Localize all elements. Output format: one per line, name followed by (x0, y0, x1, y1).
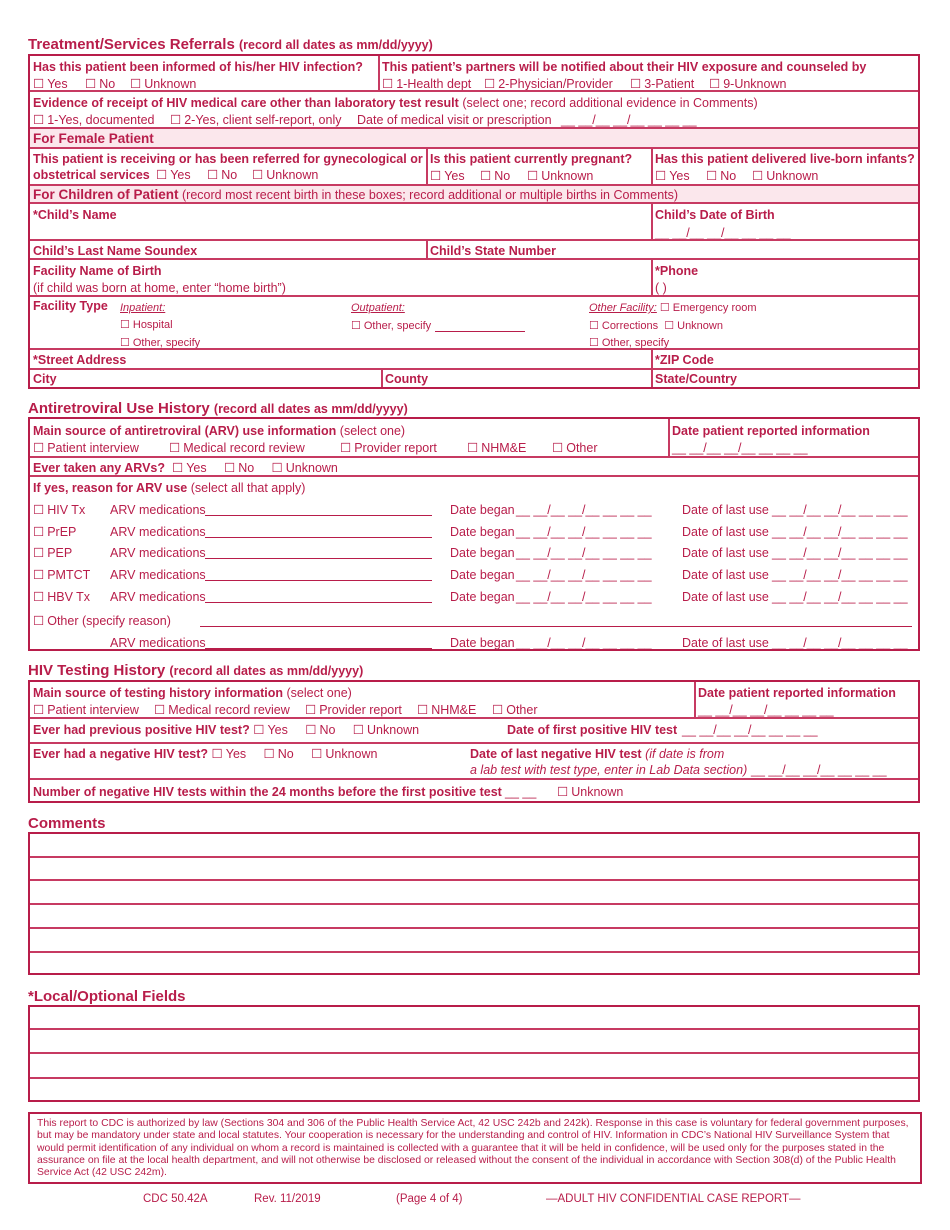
reason-hiv-tx[interactable]: ☐ HIV Tx (33, 503, 85, 518)
county-label: County (385, 372, 429, 386)
arv-source-nhme[interactable]: ☐ NHM&E (467, 441, 526, 456)
evidence-note: (select one; record additional evidence in Comments) (462, 96, 758, 110)
phone-label: *Phone (655, 264, 699, 278)
arv-source-medical-record[interactable]: ☐ Medical record review (169, 441, 305, 456)
facility-other-specify[interactable]: ☐ Other, specify (589, 336, 669, 351)
other-facility-group-2 (589, 319, 723, 334)
arv-source-label-text: Main source of antiretroviral (ARV) use information (33, 424, 337, 438)
delivered-unknown[interactable]: ☐ Unknown (752, 169, 818, 184)
pmtct-last-use-label: Date of last use (682, 568, 769, 582)
delivered-yes[interactable]: ☐ Yes (655, 169, 690, 184)
facility-name-label: Facility Name of Birth (33, 264, 162, 278)
pep-arv-meds-label: ARV medications (110, 546, 206, 560)
gyn-unknown[interactable]: ☐ Unknown (252, 168, 318, 183)
prep-arv-meds-label: ARV medications (110, 525, 206, 539)
testing-date-reported-field[interactable]: __ __/__ __/__ __ __ __ (698, 703, 834, 717)
child-name-label: *Child’s Name (33, 208, 117, 222)
facility-unknown[interactable]: ☐ Unknown (664, 320, 723, 332)
prep-date-began-label: Date began (450, 525, 515, 539)
prev-positive-unknown[interactable]: ☐ Unknown (353, 723, 419, 737)
prep-date-began-field[interactable]: __ __/__ __/__ __ __ __ (516, 525, 652, 539)
footer-page-number: (Page 4 of 4) (396, 1193, 463, 1205)
arv-box (28, 417, 920, 651)
hbv-tx-arv-meds-label: ARV medications (110, 590, 206, 604)
ever-taken-arv-unknown[interactable]: ☐ Unknown (272, 461, 338, 475)
ever-taken-arv-row (33, 461, 338, 476)
medical-visit-date-field[interactable]: __ __/__ __/__ __ __ __ (561, 113, 697, 127)
testing-section-title (28, 662, 363, 679)
phone-field[interactable]: ( ) (655, 281, 667, 295)
arv-source-label (33, 424, 405, 439)
reason-other[interactable]: ☐ Other (specify reason) (33, 614, 171, 629)
prev-positive-label: Ever had previous positive HIV test? (33, 723, 250, 737)
last-negative-label: Date of last negative HIV test (470, 747, 642, 761)
num-negative-field[interactable]: __ __ (505, 785, 537, 799)
evidence-self-report[interactable]: ☐ 2-Yes, client self-report, only (170, 113, 341, 128)
ever-taken-arv-no[interactable]: ☐ No (224, 461, 254, 475)
negative-test-yes[interactable]: ☐ Yes (212, 747, 247, 761)
hiv-tx-date-began-field[interactable]: __ __/__ __/__ __ __ __ (516, 503, 652, 517)
city-label: City (33, 372, 57, 386)
testing-box (28, 680, 920, 803)
footer-title: —ADULT HIV CONFIDENTIAL CASE REPORT— (546, 1193, 801, 1205)
evidence-label-text: Evidence of receipt of HIV medical care other than laboratory test result (33, 96, 459, 110)
reason-pep[interactable]: ☐ PEP (33, 546, 72, 561)
delivered-question: Has this patient delivered live-born infants? (655, 152, 915, 166)
other-facility-group (589, 301, 757, 316)
pep-last-use-field[interactable]: __ __/__ __/__ __ __ __ (772, 546, 908, 560)
pregnant-no[interactable]: ☐ No (480, 169, 510, 184)
num-negative-label: Number of negative HIV tests within the 24 months before the first positive test (33, 785, 502, 799)
last-negative-note-1: (if date is from (645, 747, 725, 761)
prev-positive-no[interactable]: ☐ No (305, 723, 335, 737)
informed-unknown[interactable]: ☐ Unknown (130, 77, 196, 92)
children-header (33, 187, 678, 203)
first-positive-field[interactable]: __ __/__ __/__ __ __ __ (682, 723, 818, 737)
gyn-question: This patient is receiving or has been referred for gynecological or (33, 152, 423, 166)
arv-reason-label-text: If yes, reason for ARV use (33, 481, 188, 495)
testing-source-provider-report[interactable]: ☐ Provider report (305, 703, 402, 718)
prep-last-use-label: Date of last use (682, 525, 769, 539)
pmtct-arv-meds-label: ARV medications (110, 568, 206, 582)
footer-revision: Rev. 11/2019 (254, 1193, 321, 1205)
gyn-yes[interactable]: ☐ Yes (156, 168, 191, 183)
inpatient-label: Inpatient: (120, 302, 166, 314)
pep-last-use-label: Date of last use (682, 546, 769, 560)
arv-date-reported-field[interactable]: __ __/__ __/__ __ __ __ (672, 441, 808, 455)
medical-visit-date-label: Date of medical visit or prescription (357, 113, 552, 127)
child-dob-label: Child’s Date of Birth (655, 208, 775, 222)
prep-last-use-field[interactable]: __ __/__ __/__ __ __ __ (772, 525, 908, 539)
children-header-text: For Children of Patient (33, 187, 179, 202)
gyn-question-2: obstetrical services (33, 168, 150, 182)
hbv-tx-date-began-field[interactable]: __ __/__ __/__ __ __ __ (516, 590, 652, 604)
hiv-tx-last-use-label: Date of last use (682, 503, 769, 517)
pregnant-yes[interactable]: ☐ Yes (430, 169, 465, 184)
partners-question: This patient’s partners will be notified about their HIV exposure and counseled by (382, 60, 867, 74)
reason-prep[interactable]: ☐ PrEP (33, 525, 76, 540)
arv-title-sub: (record all dates as mm/dd/yyyy) (213, 402, 408, 416)
testing-source-label-text: Main source of testing history information (33, 686, 284, 700)
partners-unknown[interactable]: ☐ 9-Unknown (709, 77, 786, 92)
informed-question: Has this patient been informed of his/her HIV infection? (33, 60, 363, 74)
testing-source-medical-record[interactable]: ☐ Medical record review (154, 703, 290, 718)
negative-test-no[interactable]: ☐ No (264, 747, 294, 761)
treatment-box (28, 54, 920, 389)
legal-notice: This report to CDC is authorized by law (Sections 304 and 306 of the Public Health Service Act, 42 USC 242b and 242k). Response in this case is voluntary for federal government purposes, but may be mandatory under state and local statutes. Your cooperation is necessary for the understanding and control of HIV. Information in CDC’s National HIV Surveillance System that would permit identification of any individual on whom a record is maintained is collected with a guarantee that it will be held in confidence, will be used only for the purposes stated in the assurance on file at the local health department, and will not otherwise be disclosed or released without the consent of the individual in accordance with Section 308(d) of the Public Health Service Act (42 USC 242m). (28, 1112, 922, 1184)
state-country-label: State/Country (655, 372, 737, 386)
prev-positive-row (33, 723, 419, 738)
negative-test-row (33, 747, 377, 762)
facility-inpatient-other[interactable]: ☐ Other, specify (120, 336, 200, 351)
evidence-documented[interactable]: ☐ 1-Yes, documented (33, 113, 154, 128)
outpatient-label: Outpatient: (351, 302, 405, 314)
pmtct-date-began-field[interactable]: __ __/__ __/__ __ __ __ (516, 568, 652, 582)
partners-health-dept[interactable]: ☐ 1-Health dept (382, 77, 471, 92)
other-facility-label: Other Facility: (589, 302, 657, 314)
ever-taken-arv-label: Ever taken any ARVs? (33, 461, 166, 475)
arv-title-text: Antiretroviral Use History (28, 400, 210, 417)
arv-date-reported-label: Date patient reported information (672, 424, 870, 438)
hiv-tx-last-use-field[interactable]: __ __/__ __/__ __ __ __ (772, 503, 908, 517)
last-negative-note-2: a lab test with test type, enter in Lab Data section) (470, 763, 748, 777)
testing-source-patient-interview[interactable]: ☐ Patient interview (33, 703, 139, 718)
pregnant-question: Is this patient currently pregnant? (430, 152, 633, 166)
other-arv-meds-label: ARV medications (110, 636, 206, 650)
treatment-section-title (28, 36, 433, 53)
facility-name-note: (if child was born at home, enter “home birth”) (33, 281, 286, 295)
comments-title: Comments (28, 815, 106, 832)
arv-reason-label (33, 481, 305, 496)
ever-taken-arv-yes[interactable]: ☐ Yes (172, 461, 207, 475)
female-header: For Female Patient (33, 131, 154, 146)
hiv-tx-arv-meds-label: ARV medications (110, 503, 206, 517)
reason-hbv-tx[interactable]: ☐ HBV Tx (33, 590, 90, 605)
testing-source-nhme[interactable]: ☐ NHM&E (417, 703, 476, 718)
facility-hospital[interactable]: ☐ Hospital (120, 318, 173, 333)
hbv-tx-date-began-label: Date began (450, 590, 515, 604)
footer-form-number: CDC 50.42A (143, 1193, 208, 1205)
negative-test-label: Ever had a negative HIV test? (33, 747, 209, 761)
children-note: (record most recent birth in these boxes; record additional or multiple births in Comments) (182, 188, 679, 202)
hiv-tx-date-began-label: Date began (450, 503, 515, 517)
local-fields-title: *Local/Optional Fields (28, 988, 186, 1005)
local-fields-box[interactable] (28, 1005, 920, 1102)
street-address-label: *Street Address (33, 353, 127, 367)
zip-code-label: *ZIP Code (655, 353, 714, 367)
evidence-label (33, 96, 758, 111)
comments-box[interactable] (28, 832, 920, 975)
child-dob-field[interactable]: __ __/__ __/__ __ __ __ (655, 226, 791, 240)
testing-source-other[interactable]: ☐ Other (492, 703, 537, 718)
arv-source-other[interactable]: ☐ Other (552, 441, 597, 456)
treatment-title-text: Treatment/Services Referrals (28, 36, 235, 53)
hbv-tx-last-use-field[interactable]: __ __/__ __/__ __ __ __ (772, 590, 908, 604)
partners-physician[interactable]: ☐ 2-Physician/Provider (484, 77, 613, 92)
prev-positive-yes[interactable]: ☐ Yes (253, 723, 288, 737)
facility-corrections[interactable]: ☐ Corrections (589, 320, 658, 332)
informed-yes[interactable]: ☐ Yes (33, 77, 68, 92)
testing-source-note: (select one) (286, 686, 352, 700)
other-date-began-label: Date began (450, 636, 515, 650)
pmtct-last-use-field[interactable]: __ __/__ __/__ __ __ __ (772, 568, 908, 582)
pregnant-unknown[interactable]: ☐ Unknown (527, 169, 593, 184)
last-negative-field[interactable]: __ __/__ __/__ __ __ __ (751, 763, 887, 777)
facility-emergency-room[interactable]: ☐ Emergency room (660, 302, 757, 314)
informed-no[interactable]: ☐ No (85, 77, 115, 92)
child-soundex-label: Child’s Last Name Soundex (33, 244, 198, 258)
hbv-tx-last-use-label: Date of last use (682, 590, 769, 604)
arv-source-patient-interview[interactable]: ☐ Patient interview (33, 441, 139, 456)
pep-date-began-label: Date began (450, 546, 515, 560)
first-positive-label: Date of first positive HIV test (507, 723, 678, 737)
gyn-no[interactable]: ☐ No (207, 168, 237, 183)
testing-title-sub: (record all dates as mm/dd/yyyy) (169, 664, 364, 678)
arv-source-provider-report[interactable]: ☐ Provider report (340, 441, 437, 456)
testing-date-reported-label: Date patient reported information (698, 686, 896, 700)
arv-section-title (28, 400, 408, 417)
last-negative-label-row (470, 747, 724, 762)
delivered-no[interactable]: ☐ No (706, 169, 736, 184)
other-date-began-field[interactable]: __ __/__ __/__ __ __ __ (516, 636, 652, 650)
other-last-use-field[interactable]: __ __/__ __/__ __ __ __ (772, 636, 908, 650)
testing-title-text: HIV Testing History (28, 662, 166, 679)
pep-date-began-field[interactable]: __ __/__ __/__ __ __ __ (516, 546, 652, 560)
arv-reason-note: (select all that apply) (190, 481, 306, 495)
child-state-number-label: Child’s State Number (430, 244, 556, 258)
facility-type-label: Facility Type (33, 299, 108, 313)
reason-pmtct[interactable]: ☐ PMTCT (33, 568, 90, 583)
other-last-use-label: Date of last use (682, 636, 769, 650)
partners-patient[interactable]: ☐ 3-Patient (630, 77, 694, 92)
testing-source-label (33, 686, 352, 701)
arv-source-note: (select one) (339, 424, 406, 438)
facility-outpatient-other[interactable]: ☐ Other, specify (351, 319, 431, 334)
pmtct-date-began-label: Date began (450, 568, 515, 582)
negative-test-unknown[interactable]: ☐ Unknown (311, 747, 377, 761)
num-negative-unknown[interactable]: ☐ Unknown (557, 785, 623, 800)
treatment-title-sub: (record all dates as mm/dd/yyyy) (238, 38, 433, 52)
